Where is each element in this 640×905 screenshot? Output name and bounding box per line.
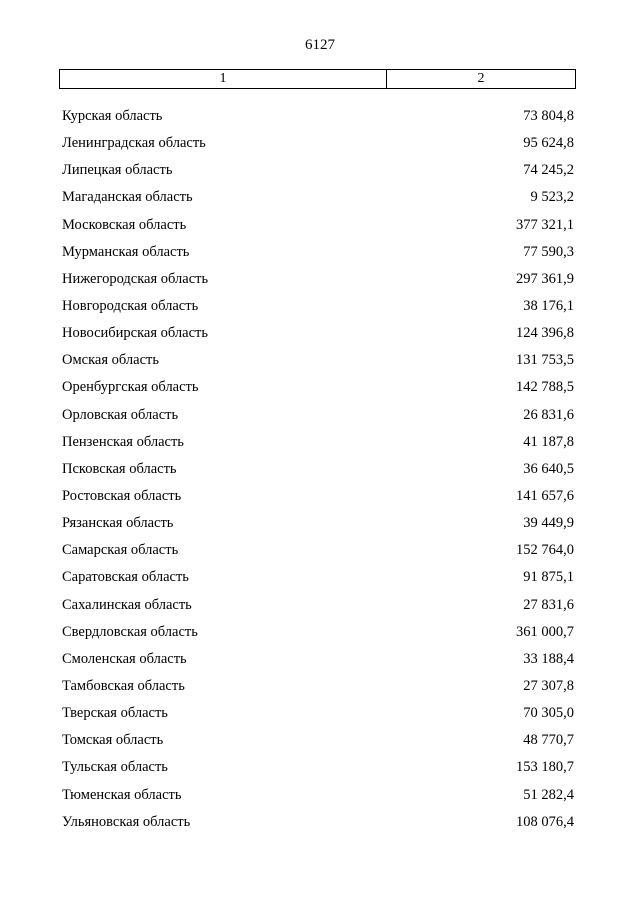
region-value: 36 640,5 — [523, 460, 574, 477]
region-name: Псковская область — [62, 460, 177, 477]
region-name: Липецкая область — [62, 162, 173, 179]
region-name: Томская область — [62, 732, 164, 749]
region-name: Орловская область — [62, 406, 179, 423]
region-value: 153 180,7 — [516, 759, 574, 776]
region-value: 51 282,4 — [523, 786, 574, 803]
table-row — [62, 483, 576, 510]
region-name: Самарская область — [62, 542, 179, 559]
region-name: Рязанская область — [62, 515, 174, 532]
region-name: Пензенская область — [62, 433, 184, 450]
region-value: 27 831,6 — [523, 596, 574, 613]
table-row — [62, 347, 576, 374]
table-row — [62, 727, 576, 754]
region-name: Смоленская область — [62, 650, 187, 667]
table-row — [62, 700, 576, 727]
column-header-1: 1 — [60, 70, 387, 88]
region-value: 141 657,6 — [516, 488, 574, 505]
region-value: 95 624,8 — [523, 135, 574, 152]
region-value: 297 361,9 — [516, 270, 574, 287]
region-value: 152 764,0 — [516, 542, 574, 559]
region-name: Ленинградская область — [62, 135, 206, 152]
table-row — [62, 239, 576, 266]
region-name: Новосибирская область — [62, 325, 208, 342]
table-row — [62, 184, 576, 211]
table-row — [62, 130, 576, 157]
table-row — [62, 537, 576, 564]
region-name: Ульяновская область — [62, 813, 191, 830]
region-value: 74 245,2 — [523, 162, 574, 179]
table-row — [62, 673, 576, 700]
region-value: 48 770,7 — [523, 732, 574, 749]
region-name: Тульская область — [62, 759, 168, 776]
table-row — [62, 293, 576, 320]
table-row — [62, 754, 576, 781]
region-name: Саратовская область — [62, 569, 189, 586]
region-value: 142 788,5 — [516, 379, 574, 396]
region-value: 41 187,8 — [523, 433, 574, 450]
table-row — [62, 402, 576, 429]
region-value: 38 176,1 — [523, 298, 574, 315]
region-value: 9 523,2 — [530, 189, 574, 206]
table-body — [62, 103, 576, 836]
region-value: 77 590,3 — [523, 243, 574, 260]
region-name: Нижегородская область — [62, 270, 209, 287]
table-row — [62, 809, 576, 836]
table-row — [62, 157, 576, 184]
table-row — [62, 782, 576, 809]
region-name: Новгородская область — [62, 298, 199, 315]
region-name: Мурманская область — [62, 243, 190, 260]
region-value: 361 000,7 — [516, 623, 574, 640]
region-name: Тамбовская область — [62, 678, 185, 695]
table-row — [62, 212, 576, 239]
region-name: Ростовская область — [62, 488, 182, 505]
region-name: Тверская область — [62, 705, 168, 722]
table-row — [62, 374, 576, 401]
region-name: Московская область — [62, 216, 187, 233]
table-row — [62, 103, 576, 130]
column-header-2: 2 — [477, 71, 485, 86]
region-name: Магаданская область — [62, 189, 193, 206]
region-value: 124 396,8 — [516, 325, 574, 342]
region-value: 131 753,5 — [516, 352, 574, 369]
region-value: 39 449,9 — [523, 515, 574, 532]
region-value: 26 831,6 — [523, 406, 574, 423]
region-name: Омская область — [62, 352, 159, 369]
table-row — [62, 266, 576, 293]
region-value: 33 188,4 — [523, 650, 574, 667]
table-row — [62, 592, 576, 619]
region-name: Тюменская область — [62, 786, 182, 803]
table-row — [62, 429, 576, 456]
table-row — [62, 510, 576, 537]
table-row — [62, 646, 576, 673]
region-name: Оренбургская область — [62, 379, 199, 396]
table-row — [62, 320, 576, 347]
table-header — [59, 69, 576, 89]
region-value: 73 804,8 — [523, 108, 574, 125]
region-value: 70 305,0 — [523, 705, 574, 722]
region-value: 91 875,1 — [523, 569, 574, 586]
table-row — [62, 619, 576, 646]
region-name: Курская область — [62, 108, 163, 125]
region-name: Свердловская область — [62, 623, 198, 640]
page-number: 6127 — [305, 37, 335, 53]
region-name: Сахалинская область — [62, 596, 192, 613]
region-value: 108 076,4 — [516, 813, 574, 830]
table-row — [62, 456, 576, 483]
region-value: 27 307,8 — [523, 678, 574, 695]
region-value: 377 321,1 — [516, 216, 574, 233]
table-row — [62, 564, 576, 591]
